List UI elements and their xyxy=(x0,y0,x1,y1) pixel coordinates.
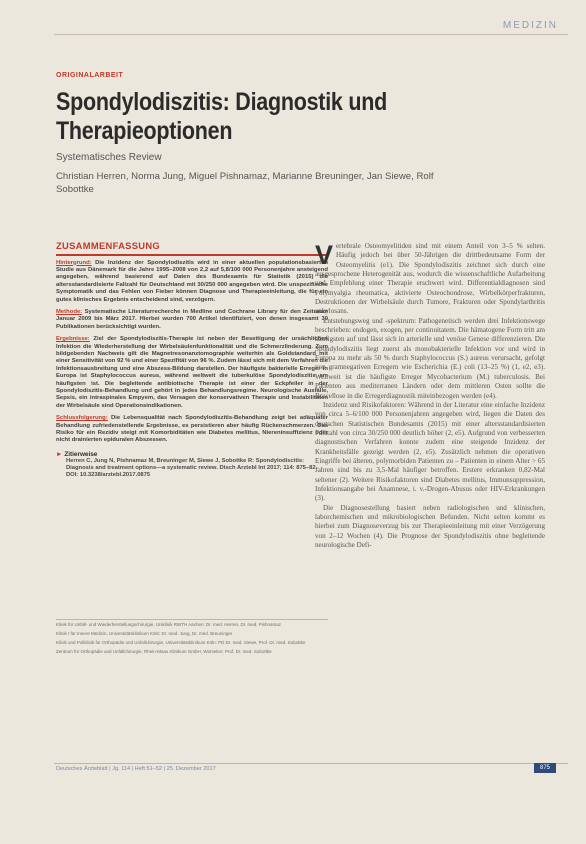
citation-heading xyxy=(56,451,328,458)
affiliation-item: Klinik für Unfall- und Wiederherstellungschirurgie, Uniklinik RWTH Aachen: Dr. med. Herren, Dr. med. Pishnamaz xyxy=(56,622,282,627)
summary-heading: ZUSAMMENFASSUNG xyxy=(56,240,160,251)
article-authors: Christian Herren, Norma Jung, Miguel Pishnamaz, Marianne Breuninger, Jan Siewe, Rolf Sobottke xyxy=(56,171,434,195)
drop-cap: V xyxy=(315,240,334,270)
body-paragraph: Inzidenz und Risikofaktoren: Während in der Literatur eine einfache Inzidenz von circa 5–6/100 000 Personenjahren angegeben wird, liegen die Daten des deutschen Statistischen Bundesamts (2015) mit einer altersstandardisierten Fallzahl von circa 30/250 000 deutlich höher (2, e5). Aufgrund von verbesserten diagnostischen Verfahren konnte zudem eine steigende Inzidenz der Krankheitsfälle gezeigt werden (2, e5). Zusätzlich nehmen die operativen Eingriffe bei älteren, polymorbiden Patienten zu – Patienten in einem Alter > 65 Jahren sind bis zu 3,5-Mal häufiger betroffen. Erstere erkranken 0,82-Mal seltener (2). Weitere Risikofaktoren sind Diabetes mellitus, Immunsuppression, Infektionsangabe bei Anamnese, i. v.-Drogen-Abusus oder HIV-Erkrankungen (3). xyxy=(315,400,545,503)
para-text: Ziel der Spondylodiszitis-Therapie ist neben der Beseitigung der ursächlichen Infektion die Wiederherstellung der Wirbelsäulenfunktionalität und die Schmerzlinderung. Zum bildgebenden Nachweis gilt die Magnetresonanztomographie weiterhin als Goldstandard mit einer Sensitivität von 92 % und einer Spezifität von 96 %. Zudem lässt sich mit dem Verfahren die Infektionsausbreitung und eine Abszess-Bildung darstellen. Der häufigste bakterielle Erreger in Europa ist Staphylococcus aureus, während weltweit die tuberkulöse Spondylodiszitis am häufigsten ist. Die begleitende antibiotische Therapie ist einer der Eckpfeiler in der Spondylodiszitis-Behandlung und gehört in jedes Behandlungsregime. Neurologische Ausfälle, Sepsis, ein intraspinales Empyem, das Versagen der konservativen Therapie und Instabilitäten der Wirbelsäule sind Operationsindikationen. xyxy=(56,336,328,409)
section-label: MEDIZIN xyxy=(502,20,558,31)
summary-rule xyxy=(56,254,328,256)
para-lead: Hintergrund: xyxy=(56,259,92,266)
summary-box xyxy=(56,240,328,479)
summary-method xyxy=(56,309,328,331)
affiliation-item: Zentrum für Orthopädie und Unfallchirurgie, Rhein-Maas Klinikum GmbH, Würselen: Prof. Dr. med. Sobottke xyxy=(56,649,272,654)
body-paragraph xyxy=(315,242,545,317)
journal-footer: Deutsches Ärzteblatt | Jg. 114 | Heft 51–52 | 25. Dezember 2017 xyxy=(56,766,216,772)
summary-results xyxy=(56,336,328,410)
article-title: Spondylodiszitis: Diagnostik und Therapieoptionen xyxy=(56,88,387,145)
summary-conclusion xyxy=(56,415,328,445)
body-text: ertebrale Osteomyelitiden sind mit einem Anteil von 3–5 % selten. Häufig jedoch bei über 50-Jährigen die drittbedeutsame Form der Osteomyelitis (e1). Die Spondylodiszitis zeichnet sich durch eine ausgesprochene Heterogenität aus, wodurch die wissenschaftliche Aufarbeitung und Empfehlung einer Therapie erschwert wird. Differentialdiagnosen sind Polymyalgia rheumatica, aktivierte Osteochondrose, Wirbelkörperfrakturen, Destruktionen der Wirbelsäule durch Tumore, Frakturen oder Spondylarthritis ankylosans. xyxy=(315,242,545,316)
affiliations xyxy=(56,622,328,658)
summary-background xyxy=(56,260,328,304)
header-rule xyxy=(54,34,568,35)
para-text: Die Lebensqualität nach Spondylodiszitis-Behandlung zeigt bei adäquater Behandlung zufriedenstellende Ergebnisse, es persistieren aber häufig Rückenschmerzen. Das Risiko für ein Rezidiv steigt mit Komorbiditäten wie Diabetes mellitus, Niereninsuffizienz oder nicht drainierten epiduralen Abszessen. xyxy=(56,415,328,444)
para-lead: Methode: xyxy=(56,308,83,315)
para-text: Systematische Literaturrecherche in Medline und Cochrane Library für den Zeitraum Januar 2009 bis März 2017. Hierbei wurden 700 Artikel identifiziert, von denen insgesamt 30 Publikationen berücksichtigt wurden. xyxy=(56,308,328,330)
para-text: Die Inzidenz der Spondylodiszitis wird in einer aktuellen populationsbasierten Studie aus Dänemark für die Jahre 1995–2008 von 2,2 auf 5,8/100 000 Personenjahre ansteigend angegeben, während basierend auf Daten des Bundesamts für Statistik (2015) die altersstandardisierte Fallzahl für Deutschland mit 30/250 000 angegeben wird. Die unspezifische Symptomatik und das Fehlen von Fieber können Diagnose und Therapieeinleitung, die für ein gutes klinisches Ergebnis entscheidend sind, verzögern. xyxy=(56,259,328,303)
body-paragraph: Die Diagnosestellung basiert neben radiologischen und klinischen, laborchemischen und mikrobiologischen Befunden. Nicht selten kommt es hierbei zum Diagnoseverzug bis zur Therapieeinleitung mit einer Verzögerung von 2–12 Wochen (4). Die Prognose der Spondylodiszitis ohne begleitende neurologische Defi- xyxy=(315,503,545,549)
affiliation-item: Klinik und Poliklinik für Orthopädie und Unfallchirurgie, Universitätsklinikum Köln: PD Dr. med. Siewe, Prof. Dr. med. Sobottke xyxy=(56,640,306,645)
article-subtitle: Systematisches Review xyxy=(56,152,162,163)
body-paragraph: Entstehungsweg und -spektrum: Pathogenetisch werden drei Infektionswege beschrieben: endogen, exogen, per continuitatem. Die hämatogene Form tritt am häufigsten auf und lässt sich in arterielle und venöse Genese differenzieren. Die Spondylodiszitis liegt zuerst als monobakterielle Infektion vor und wird in Europa zu mehr als 50 % durch Staphylococcus (S.) aureus verursacht, gefolgt von gramnegativen Erregern wie Escherichia (E.) coli (13–25 %) (1, e2, e3). Weltweit ist die häufigste Erreger Mycobacterium (M.) tuberculosis. Bei Patienten aus mediterranen Ländern oder dem mittleren Osten sollte die Brucellose in die Erregerdiagnostik miteinbezogen werden (e4). xyxy=(315,316,545,400)
para-lead: Ergebnisse: xyxy=(56,336,90,343)
triangle-right-icon: ► xyxy=(56,450,63,458)
affiliation-rule xyxy=(56,619,328,620)
affiliation-item: Klinik I für Innere Medizin, Universitätsklinikum Köln: Dr. med. Jung, Dr. med. Breuninger xyxy=(56,631,233,636)
para-lead: Schlussfolgerung: xyxy=(56,415,108,422)
body-column xyxy=(315,242,545,550)
page-number: 875 xyxy=(534,763,556,773)
article-kicker: ORIGINALARBEIT xyxy=(56,72,124,79)
citation-text: Herren C, Jung N, Pishnamaz M, Breuninger M, Siewe J, Sobottke R: Spondylodiscitis: Diagnosis and treatment options—a systematic review. Dtsch Arztebl Int 2017; 114: 875–82. DOI: 10.3238/arztebl.2017.0875 xyxy=(66,457,318,479)
citation-label: Zitierweise xyxy=(64,450,98,458)
footer-rule xyxy=(54,763,568,764)
